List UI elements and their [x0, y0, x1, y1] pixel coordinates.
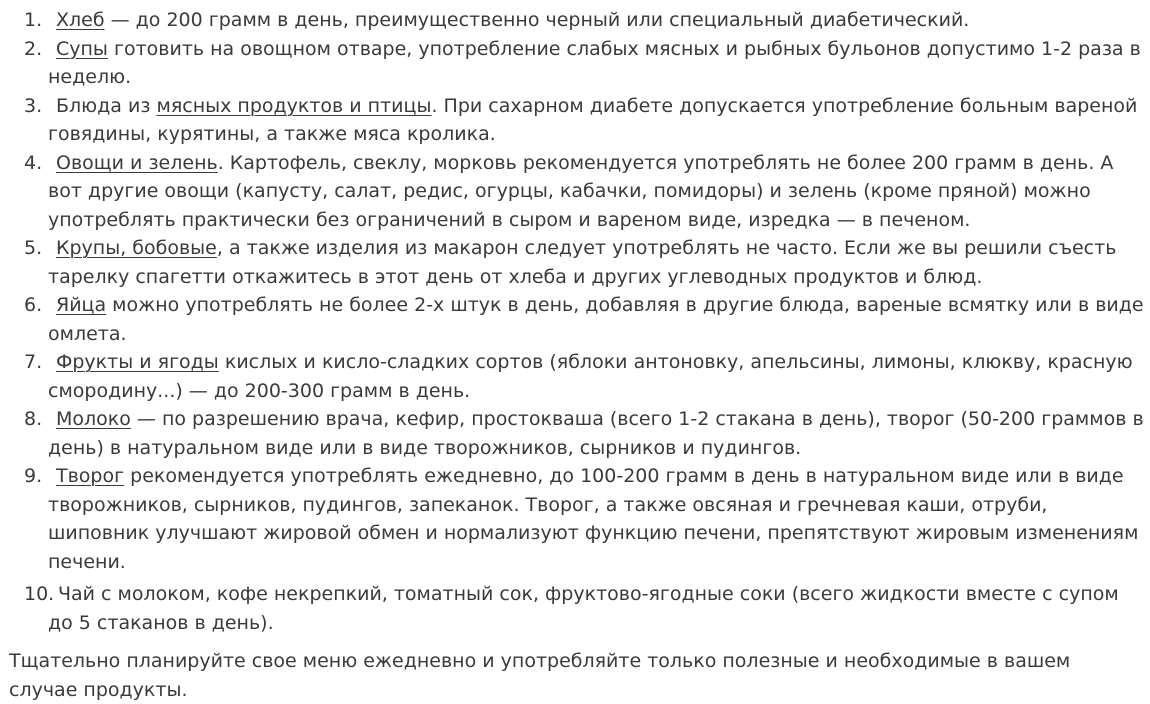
- list-item-milk: [0, 405, 1150, 462]
- list-item-grains: [0, 234, 1150, 291]
- list-item-text: готовить на овощном отваре, употребление слабых мясных и рыбных бульонов допустимо 1-2 раза в неделю.: [48, 37, 1141, 88]
- list-item-text: можно употреблять не более 2-х штук в день, добавляя в другие блюда, вареные всмятку или в виде омлета.: [48, 294, 1144, 345]
- list-item-vegetables: [0, 149, 1150, 235]
- list-number: 2.: [24, 37, 43, 60]
- link-vegetables[interactable]: Овощи и зелень: [56, 151, 218, 174]
- conclusion-paragraph: Тщательно планируйте свое меню ежедневно и употребляйте только полезные и необходимые в вашем случае продукты.: [9, 650, 1071, 701]
- list-number: 4.: [24, 151, 43, 174]
- list-number: 5.: [24, 237, 43, 259]
- link-meat-poultry[interactable]: мясных продуктов и птицы: [156, 94, 432, 117]
- link-eggs[interactable]: Яйца: [56, 294, 107, 316]
- list-item-bread: [0, 6, 1150, 35]
- list-item-meat: [0, 92, 1150, 149]
- list-item-text: рекомендуется употреблять ежедневно, до 100-200 грамм в день в натуральном виде или в виде творожников, сырников, пудингов, запеканок. Творог, а также овсяная и гречневая каши, отруби, шиповник улучшают жировой обмен и нормализуют функцию печени, препятствуют жировым изменениям печени.: [48, 465, 1139, 573]
- list-number: 1.: [24, 9, 43, 31]
- list-item-text: . Картофель, свеклу, морковь рекомендуется употреблять не более 200 грамм в день. А вот другие овощи (капусту, салат, редис, огурцы, кабачки, помидоры) и зелень (кроме пряной) можно употреблять практически без ограничений в сыром и вареном виде, изредка — в печеном.: [48, 151, 1114, 231]
- link-fruits-berries[interactable]: Фрукты и ягоды: [56, 351, 219, 373]
- list-item-text: кислых и кисло-сладких сортов (яблоки антоновку, апельсины, лимоны, клюкву, красную смородину...) — до 200-300 грамм в день.: [48, 351, 1133, 402]
- list-item-text: , а также изделия из макарон следует употреблять не часто. Если же вы решили съесть тарелку спагетти откажитесь в этот день от хлеба и других углеводных продуктов и блюд.: [48, 237, 1117, 288]
- link-bread[interactable]: Хлеб: [56, 9, 105, 31]
- list-item-text: — до 200 грамм в день, преимущественно черный или специальный диабетический.: [104, 9, 970, 31]
- article-content: [0, 6, 1150, 704]
- list-item-fruits: [0, 348, 1150, 405]
- link-milk[interactable]: Молоко: [56, 408, 131, 430]
- diet-list: [0, 6, 1150, 637]
- list-item-text: Чай с молоком, кофе некрепкий, томатный сок, фруктово-ягодные соки (всего жидкости вместе с супом до 5 стаканов в день).: [48, 583, 1119, 634]
- link-soups[interactable]: Супы: [56, 37, 108, 60]
- list-number: 7.: [24, 351, 43, 373]
- list-item-eggs: [0, 291, 1150, 348]
- list-item-text: — по разрешению врача, кефир, простокваша (всего 1-2 стакана в день), творог (50-200 граммов в день) в натуральном виде или в виде творожников, сырников и пудингов.: [48, 408, 1144, 459]
- list-number: 9.: [24, 465, 43, 487]
- list-number: 8.: [24, 408, 43, 430]
- list-number: 3.: [24, 94, 43, 117]
- list-item-drinks: [0, 580, 1150, 637]
- list-item-soups: [0, 35, 1150, 92]
- link-grains-legumes[interactable]: Крупы, бобовые: [56, 237, 217, 259]
- list-item-text: . При сахарном диабете допускается употребление больным вареной говядины, курятины, а также мяса кролика.: [48, 94, 1138, 145]
- list-number: 10.: [24, 583, 55, 605]
- list-number: 6.: [24, 294, 43, 316]
- link-cottage-cheese[interactable]: Творог: [56, 465, 125, 487]
- list-item-prefix: Блюда из: [56, 94, 157, 117]
- list-item-cottage-cheese: [0, 462, 1150, 576]
